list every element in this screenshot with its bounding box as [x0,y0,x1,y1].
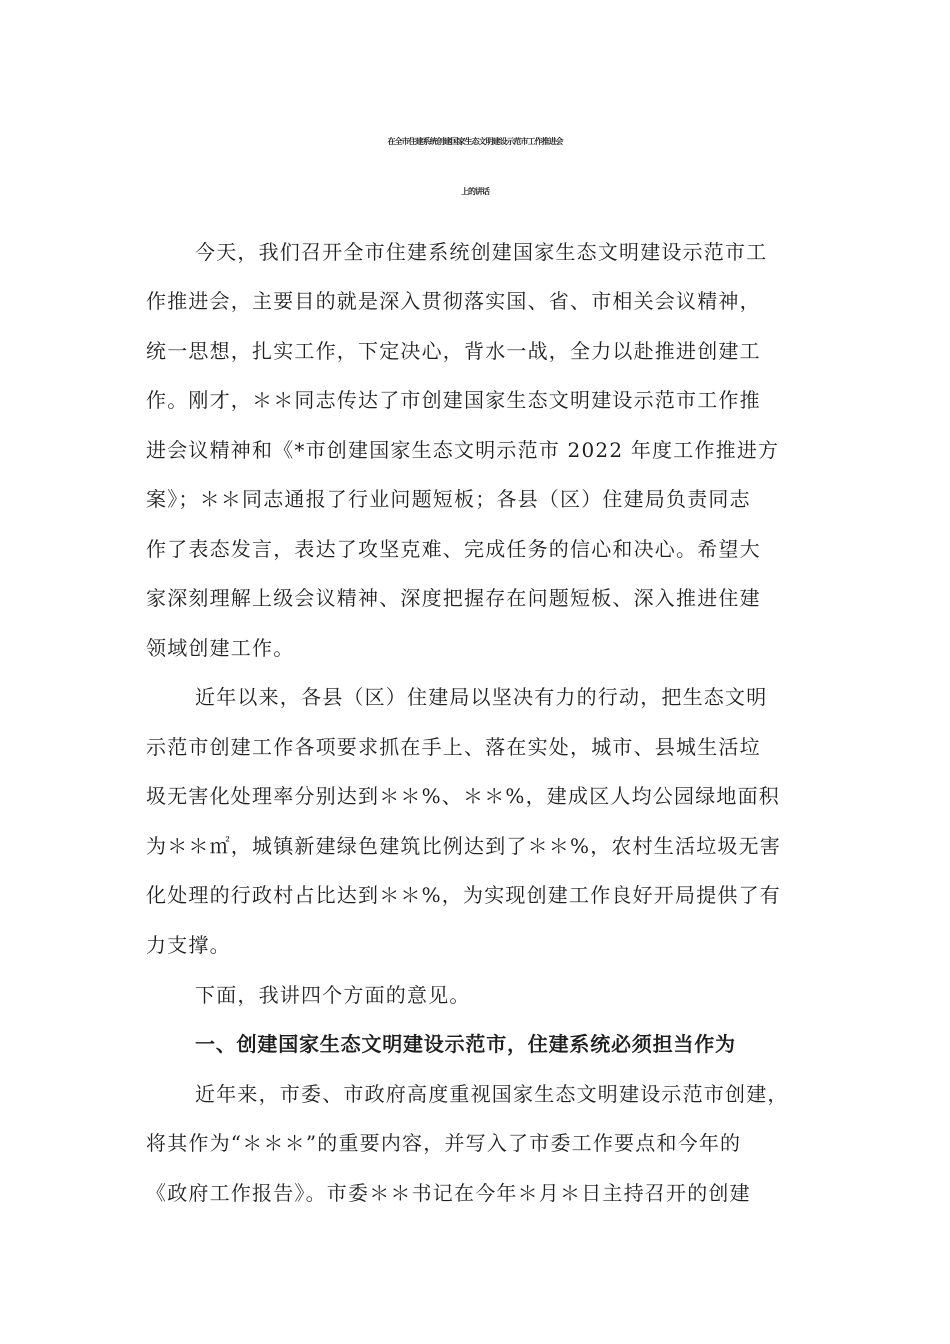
section-heading: 一、创建国家生态文明建设示范市，住建系统必须担当作为 [195,1032,736,1056]
paragraph-line: 力支撑。 [146,933,231,957]
paragraph-line: 作了表态发言，表达了攻坚克难、完成任务的信心和决心。希望大 [146,537,761,561]
document-title-line-1: 在全市住建系统创建国家生态文明建设示范市工作推进会 [387,137,563,146]
document-title-line-2: 上的讲话 [461,187,489,196]
paragraph-line: 将其作为“＊＊＊”的重要内容，并写入了市委工作要点和今年的 [146,1131,742,1155]
paragraph-line: 近年来，市委、市政府高度重视国家生态文明建设示范市创建， [195,1082,789,1106]
paragraph-line: 家深刻理解上级会议精神、深度把握存在问题短板、深入推进住建 [146,586,761,610]
paragraph-line: 作。刚才，＊＊同志传达了市创建国家生态文明建设示范市工作推 [146,388,761,412]
paragraph-line: 案》；＊＊同志通报了行业问题短板；各县（区）住建局负责同志 [146,487,751,511]
paragraph-line: 化处理的行政村占比达到＊＊%，为实现创建工作良好开局提供了有 [146,883,782,907]
paragraph-line: 作推进会，主要目的就是深入贯彻落实国、省、市相关会议精神， [146,289,761,313]
paragraph-line: 领域创建工作。 [146,636,295,660]
paragraph-line: 进会议精神和《*市创建国家生态文明示范市 2022 年度工作推进方 [146,438,780,462]
paragraph-line: 圾无害化处理率分别达到＊＊%、＊＊%，建成区人均公园绿地面积 [146,784,781,808]
paragraph-line: 示范市创建工作各项要求抓在手上、落在实处，城市、县城生活垃 [146,735,761,759]
paragraph-line: 下面，我讲四个方面的意见。 [195,983,471,1007]
paragraph-line: 《政府工作报告》。市委＊＊书记在今年＊月＊日主持召开的创建 [146,1181,751,1205]
paragraph-line: 为＊＊㎡，城镇新建绿色建筑比例达到了＊＊%，农村生活垃圾无害 [146,834,782,858]
paragraph-line: 今天，我们召开全市住建系统创建国家生态文明建设示范市工 [195,240,768,264]
paragraph-line: 统一思想，扎实工作，下定决心，背水一战，全力以赴推进创建工 [146,339,761,363]
paragraph-line: 近年以来，各县（区）住建局以坚决有力的行动，把生态文明 [195,685,768,709]
